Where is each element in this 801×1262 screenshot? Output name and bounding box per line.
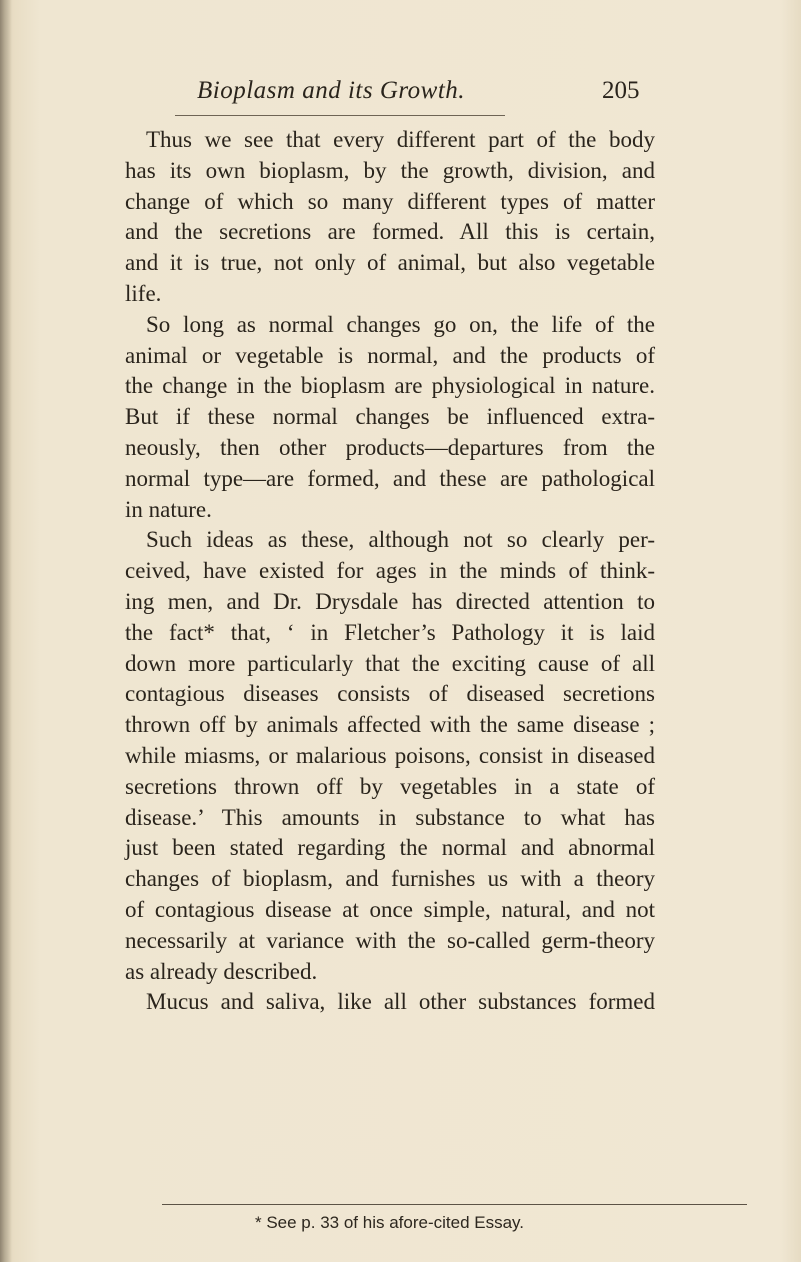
text-line: down more particularly that the exciting cause of all [125,650,655,676]
text-line: and the secretions are formed. All this is certain, [125,219,655,245]
text-line: change of which so many different types of matter [125,188,655,214]
text-line: So long as normal changes go on, the life of the [146,311,655,337]
page-number: 205 [602,77,640,104]
text-line: Thus we see that every different part of the body [146,127,655,152]
text-line: and it is true, not only of animal, but also vegetable [125,250,655,276]
text-line: But if these normal changes be influenced extra- [125,404,655,430]
footnote: * See p. 33 of his afore-cited Essay. [255,1213,524,1232]
text-line: secretions thrown off by vegetables in a state of [125,773,655,799]
text-line: as already described. [125,958,318,984]
page-gutter [0,0,12,1262]
text-line: while miasms, or malarious poisons, consist in diseased [125,742,655,768]
header-rule [175,115,505,116]
text-line: neously, then other products—departures from the [125,434,655,460]
text-line: just been stated regarding the normal and abnormal [125,835,655,861]
text-line: ceived, have existed for ages in the minds of think- [125,558,655,584]
text-line: thrown off by animals affected with the same disease ; [125,712,655,738]
text-line: changes of bioplasm, and furnishes us with a theory [125,866,655,892]
text-line: in nature. [125,496,212,522]
text-line: contagious diseases consists of diseased secretions [125,681,655,707]
body-text [125,125,655,1018]
text-line: disease.’ This amounts in substance to what has [125,804,655,830]
text-line: has its own bioplasm, by the growth, division, and [125,157,655,183]
page-header [0,77,801,117]
text-line: of contagious disease at once simple, natural, and not [125,896,655,922]
text-line: the fact* that, ‘ in Fletcher’s Pathology it is laid [125,619,655,645]
footnote-rule [162,1204,747,1205]
text-line: life. [125,280,162,306]
text-line: the change in the bioplasm are physiological in nature. [125,373,655,399]
running-head: Bioplasm and its Growth. [197,77,466,104]
text-line: animal or vegetable is normal, and the products of [125,342,655,368]
text-line: ing men, and Dr. Drysdale has directed attention to [125,588,655,614]
text-line: Mucus and saliva, like all other substances formed [146,989,655,1015]
text-line: Such ideas as these, although not so clearly per- [146,527,655,553]
text-line: necessarily at variance with the so-called germ-theory [125,927,655,953]
text-line: normal type—are formed, and these are pathological [125,465,655,491]
